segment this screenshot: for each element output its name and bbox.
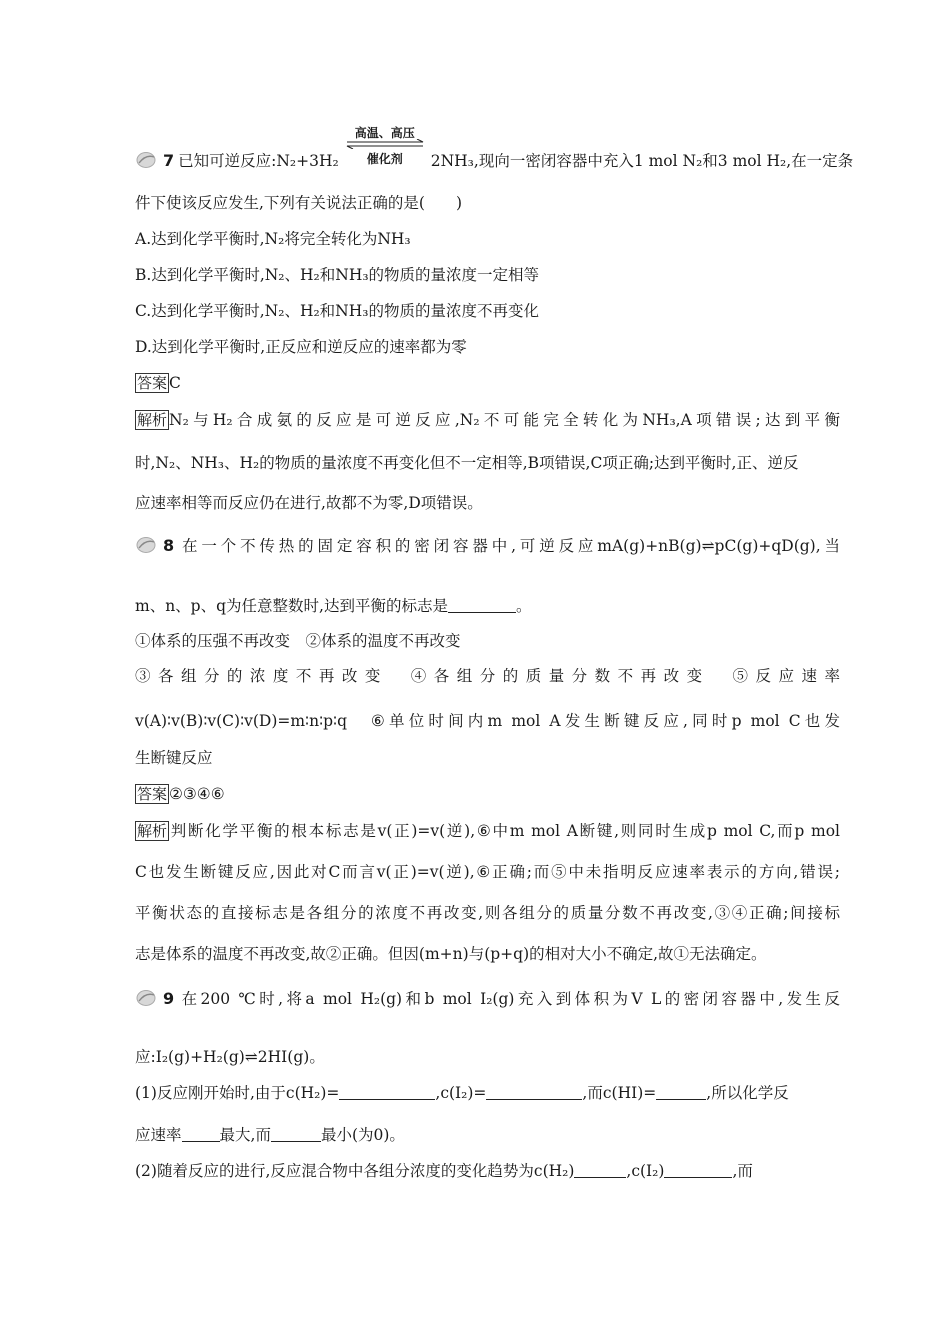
q8-answer (135, 783, 840, 805)
q9-number: 9 (163, 989, 175, 1008)
answer-blank[interactable] (656, 1084, 706, 1100)
q7-analysis-line1 (135, 409, 840, 431)
q7-stem-prefix: 已知可逆反应:N₂+3H₂ (178, 152, 339, 170)
q9-stem-line1 (135, 988, 840, 1010)
q9-part2-text: ,而 (732, 1162, 753, 1180)
answer-blank[interactable] (271, 1126, 321, 1142)
q8-items-line2: ③各组分的浓度不再改变 ④各组分的质量分数不再改变 ⑤反应速率 (135, 667, 840, 685)
q9-stem-line2: 应:I₂(g)+H₂(g)⇌2HI(g)。 (135, 1048, 325, 1066)
q9-part2-line1 (135, 1160, 840, 1182)
answer-text: C (169, 374, 181, 392)
question-marker-icon (135, 989, 157, 1007)
q8-analysis-line2: C也发生断键反应,因此对C而言v(正)=v(逆),⑥正确;而⑤中未指明反应速率表示的方向,错误; (135, 863, 840, 881)
q9-part1-text: 应速率 (135, 1126, 182, 1144)
q8-stem-line2 (135, 595, 840, 617)
q8-items-line1: ①体系的压强不再改变 ②体系的温度不再改变 (135, 632, 461, 650)
q9-part1-text: ,所以化学反 (706, 1084, 789, 1102)
condition-top: 高温、高压 (354, 126, 415, 140)
analysis-text: N₂与H₂合成氨的反应是可逆反应,N₂不可能完全转化为NH₃,A项错误;达到平衡 (169, 411, 840, 429)
q7-option-c: C.达到化学平衡时,N₂、H₂和NH₃的物质的量浓度不再变化 (135, 302, 539, 320)
answer-blank[interactable] (664, 1162, 732, 1178)
q7-stem-suffix: 2NH₃,现向一密闭容器中充入1 mol N₂和3 mol H₂,在一定条 (430, 152, 854, 170)
question-marker-icon (135, 151, 157, 169)
answer-blank[interactable] (182, 1126, 220, 1142)
answer-label: 答案 (137, 785, 168, 803)
q9-part1-text: (1)反应刚开始时,由于c(H₂)= (135, 1084, 340, 1102)
answer-text: ②③④⑥ (169, 785, 225, 803)
q7-stem-line1 (135, 126, 854, 172)
q9-part1-text: 最小(为0)。 (320, 1126, 405, 1144)
q7-answer (135, 372, 840, 394)
answer-blank[interactable] (486, 1084, 582, 1100)
analysis-label: 解析 (137, 822, 168, 840)
q9-part2-text: ,c(I₂) (626, 1162, 665, 1180)
q7-option-a: A.达到化学平衡时,N₂将完全转化为NH₃ (135, 230, 411, 248)
q9-stem-text: 在200 ℃时,将a mol H₂(g)和b mol I₂(g)充入到体积为V L的密闭容器中,发生反 (178, 990, 840, 1008)
q7-option-d: D.达到化学平衡时,正反应和逆反应的速率都为零 (135, 338, 467, 356)
question-marker-icon (135, 536, 157, 554)
q7-analysis-line2: 时,N₂、NH₃、H₂的物质的量浓度不再变化但不一定相等,B项错误,C项正确;达到平衡时,正、逆反 (135, 454, 799, 472)
analysis-text: 判断化学平衡的根本标志是v(正)=v(逆),⑥中m mol A断键,则同时生成p mol C,而p mol (169, 822, 840, 840)
q7-option-b: B.达到化学平衡时,N₂、H₂和NH₃的物质的量浓度一定相等 (135, 266, 540, 284)
q7-number: 7 (163, 151, 175, 170)
q9-part1-text: 最大,而 (219, 1126, 271, 1144)
q8-stem-line1 (135, 535, 840, 557)
q7-analysis-line3: 应速率相等而反应仍在进行,故都不为零,D项错误。 (135, 494, 483, 512)
q8-analysis-line3: 平衡状态的直接标志是各组分的浓度不再改变,则各组分的质量分数不再改变,③④正确;间接标 (135, 904, 840, 922)
q8-items-line3: v(A)∶v(B)∶v(C)∶v(D)=m∶n∶p∶q ⑥单位时间内m mol A发生断键反应,同时p mol C也发 (135, 712, 840, 730)
q9-part1-text: ,而c(HI)= (582, 1084, 657, 1102)
q8-number: 8 (163, 536, 175, 555)
condition-bottom: 催化剂 (366, 152, 403, 166)
q8-analysis-line4: 志是体系的温度不再改变,故②正确。但因(m+n)与(p+q)的相对大小不确定,故①无法确定。 (135, 945, 767, 963)
q9-part1-line1 (135, 1082, 840, 1104)
q9-part1-line2 (135, 1124, 840, 1146)
q9-part2-text: (2)随着反应的进行,反应混合物中各组分浓度的变化趋势为c(H₂) (135, 1162, 575, 1180)
q8-stem-period: 。 (515, 597, 532, 615)
q8-items-line4: 生断键反应 (135, 749, 213, 767)
analysis-label: 解析 (137, 411, 168, 429)
answer-label: 答案 (137, 374, 168, 392)
reaction-condition-arrow (345, 126, 425, 168)
q7-stem-line2: 件下使该反应发生,下列有关说法正确的是( ) (135, 194, 463, 212)
answer-blank[interactable] (574, 1162, 626, 1178)
answer-blank[interactable] (339, 1084, 435, 1100)
q8-stem-text: m、n、p、q为任意整数时,达到平衡的标志是 (135, 597, 448, 615)
q8-stem-text: 在一个不传热的固定容积的密闭容器中,可逆反应mA(g)+nB(g)⇌pC(g)+qD(g),当 (178, 537, 840, 555)
answer-blank[interactable] (448, 597, 516, 613)
q9-part1-text: ,c(I₂)= (435, 1084, 487, 1102)
q8-analysis-line1 (135, 820, 840, 842)
